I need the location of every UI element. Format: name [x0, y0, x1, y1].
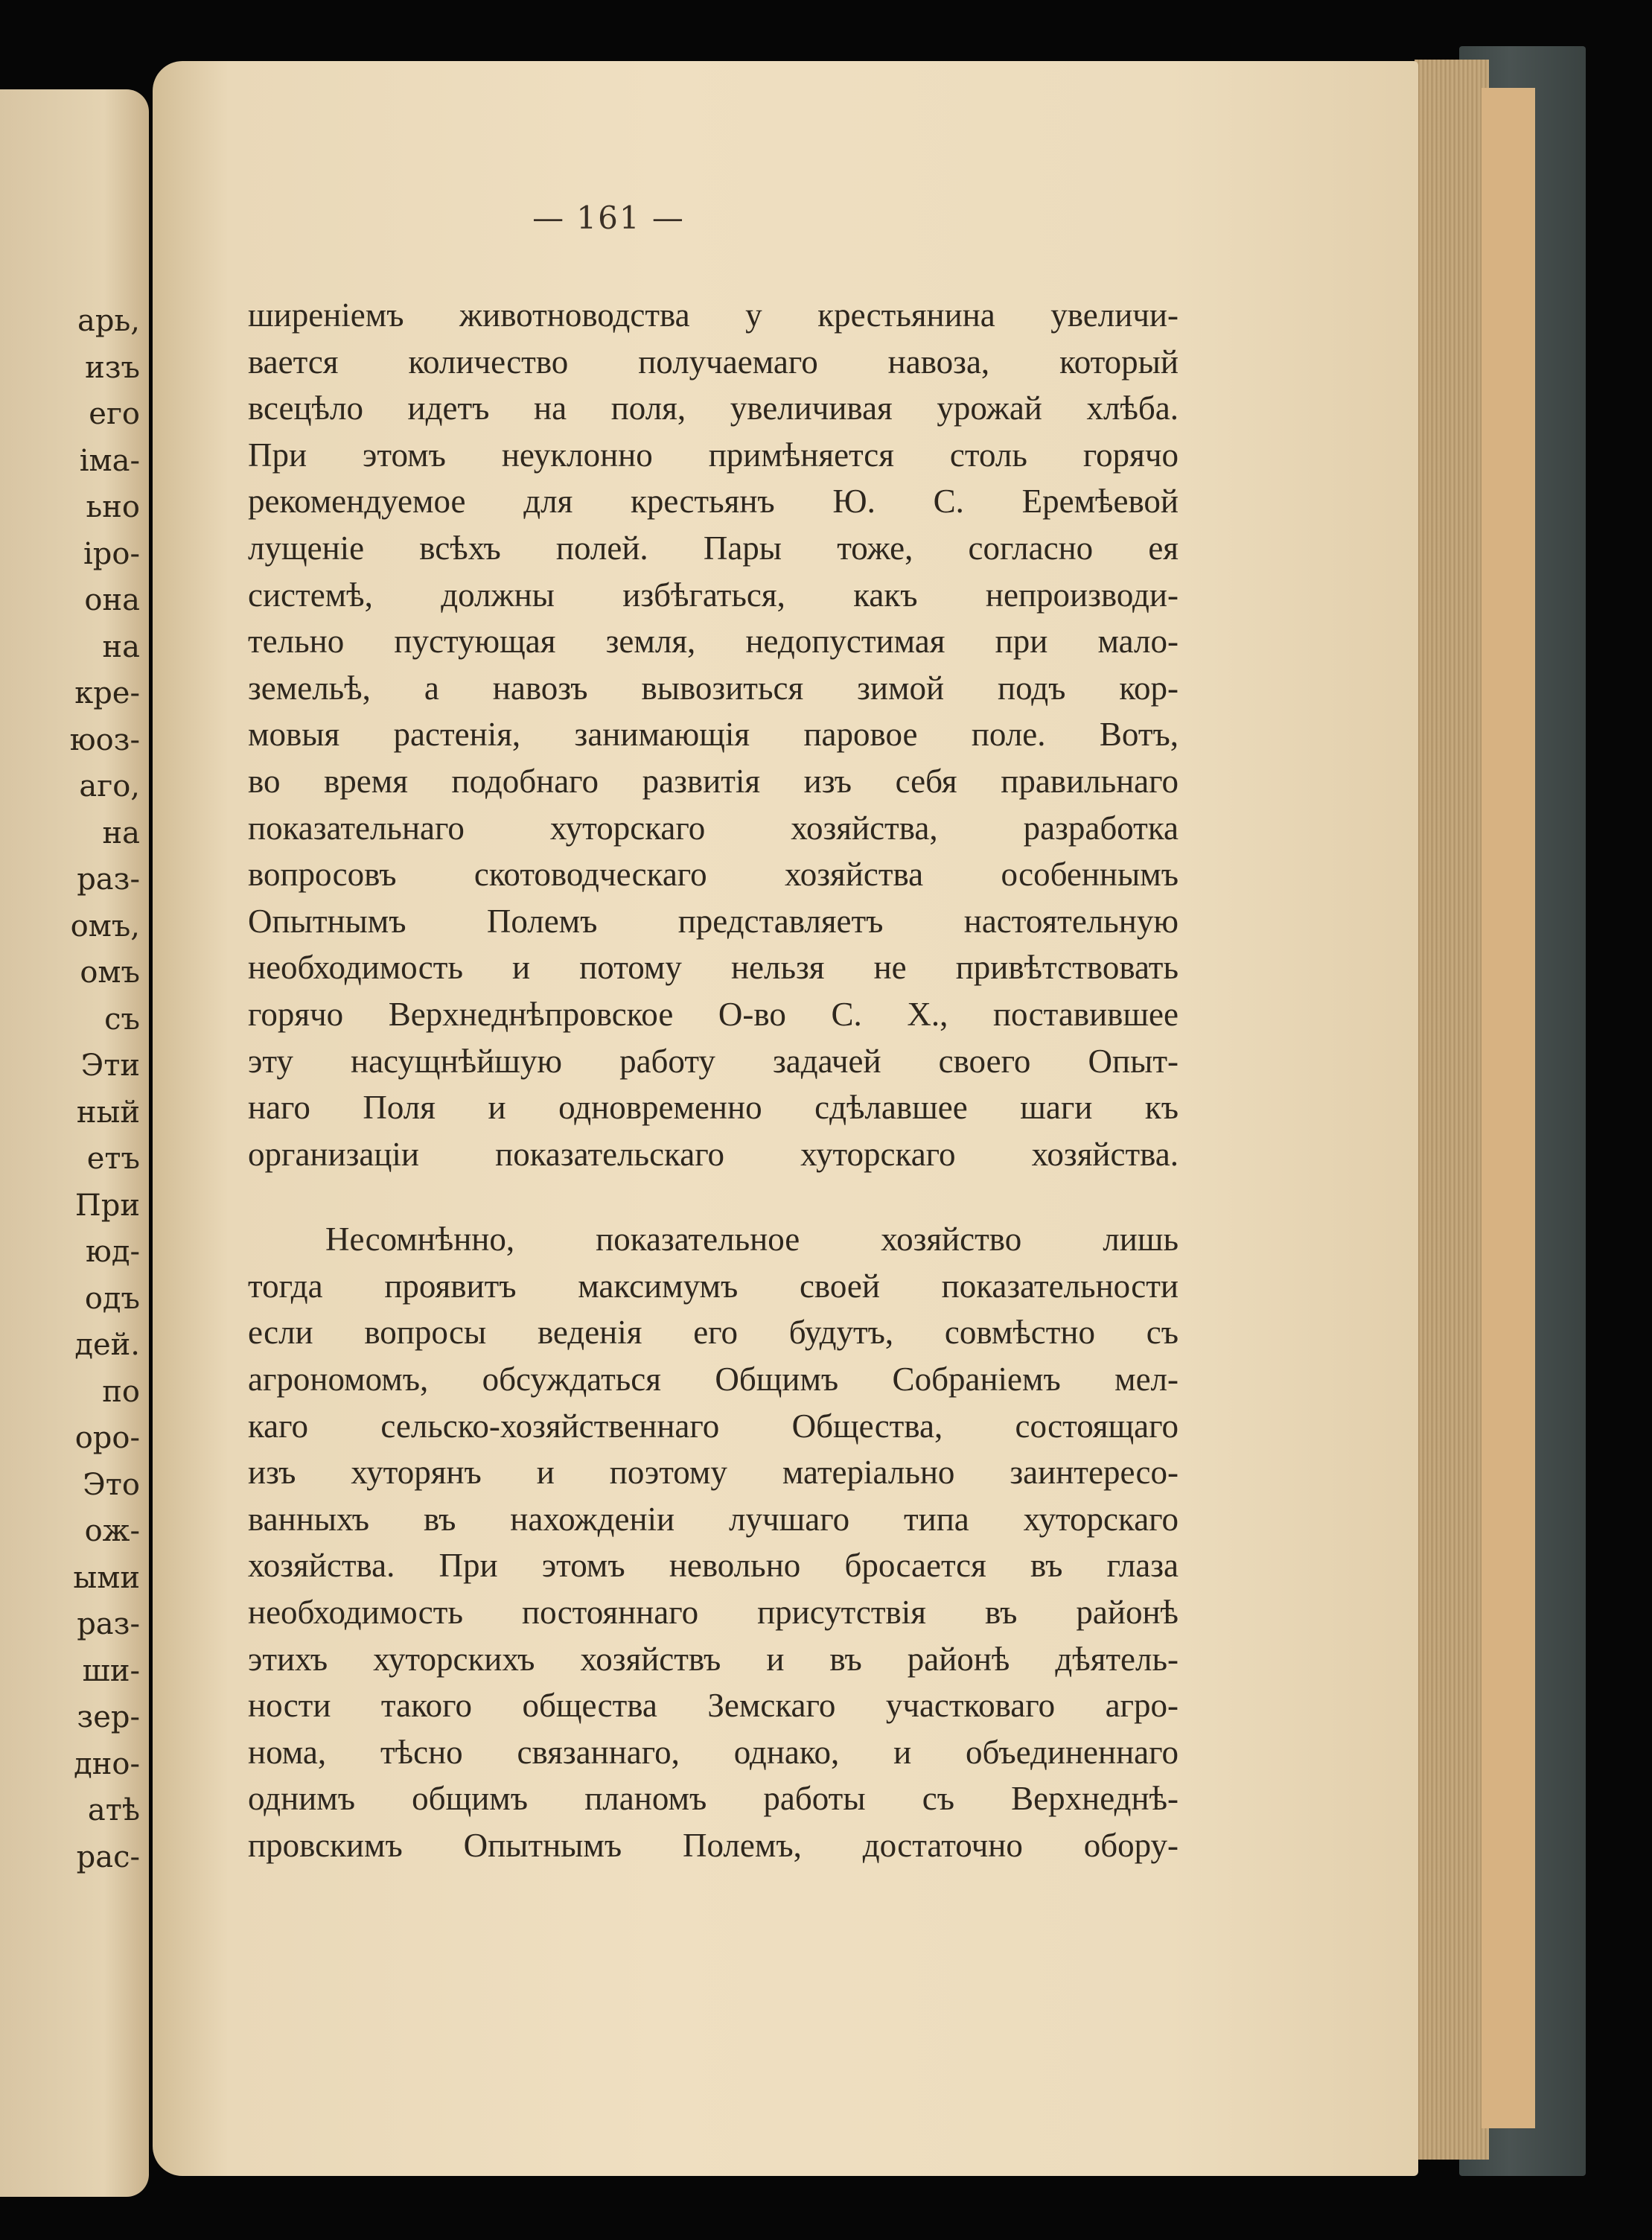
text-line: ванныхъ въ нахожденіи лучшаго типа хуторскаго	[248, 1500, 1179, 1538]
left-fragment: ож-	[84, 1514, 140, 1548]
left-fragment: по	[102, 1374, 140, 1409]
left-fragment: ыми	[73, 1560, 140, 1595]
text-line: изъ хуторянъ и поэтому матеріально заинтересо-	[248, 1454, 1179, 1492]
text-line: тогда проявитъ максимумъ своей показательности	[248, 1267, 1179, 1305]
left-fragment: изъ	[85, 350, 140, 385]
text-line: земельѣ, а навозъ вывозиться зимой подъ кор-	[248, 669, 1179, 707]
text-line: наго Поля и одновременно сдѣлавшее шаги къ	[248, 1089, 1179, 1127]
text-line: вается количество получаемаго навоза, который	[248, 343, 1179, 381]
left-fragment: Это	[83, 1467, 140, 1502]
left-fragment: зер-	[77, 1700, 140, 1734]
text-line: ности такого общества Земскаго участковаго агро-	[248, 1687, 1179, 1725]
left-fragment: кре-	[74, 676, 140, 710]
text-line: тельно пустующая земля, недопустимая при мало-	[248, 623, 1179, 661]
text-line: однимъ общимъ планомъ работы съ Верхнеднѣ-	[248, 1780, 1179, 1818]
text-line: если вопросы веденія его будутъ, совмѣстно съ	[248, 1314, 1179, 1352]
left-fragment: етъ	[86, 1142, 140, 1176]
left-fragment: оро-	[74, 1421, 140, 1455]
page-edges	[1415, 60, 1489, 2160]
left-fragment: юд-	[86, 1235, 140, 1269]
main-page	[153, 61, 1418, 2176]
text-line: горячо Верхнеднѣпровское О-во С. Х., поставившее	[248, 995, 1179, 1033]
text-line: рекомендуемое для крестьянъ Ю. С. Еремѣевой	[248, 483, 1179, 521]
left-fragment: его	[89, 397, 140, 431]
text-line: Несомнѣнно, показательное хозяйство лишь	[325, 1221, 1179, 1259]
text-line: хозяйства. При этомъ невольно бросается въ глаза	[248, 1547, 1179, 1585]
text-line: всецѣло идетъ на поля, увеличивая урожай хлѣба.	[248, 389, 1179, 427]
inner-cover-edge	[1482, 88, 1535, 2128]
text-line: мовыя растенія, занимающія паровое поле. Вотъ,	[248, 716, 1179, 754]
left-fragment: юоз-	[69, 722, 140, 757]
text-line: необходимость постояннаго присутствія въ районѣ	[248, 1594, 1179, 1632]
left-fragment: омъ,	[70, 909, 140, 944]
text-line: каго сельско-хозяйственнаго Общества, состоящаго	[248, 1407, 1179, 1445]
left-fragment: іро-	[83, 536, 140, 571]
text-line: показательнаго хуторскаго хозяйства, разработка	[248, 809, 1179, 847]
left-fragment: ный	[76, 1095, 140, 1130]
body-text	[248, 292, 1179, 1869]
text-line: нома, тѣсно связаннаго, однако, и объединеннаго	[248, 1733, 1179, 1771]
page-number: — 161 —	[532, 200, 685, 236]
text-line: системѣ, должны избѣгаться, какъ непроизводи-	[248, 576, 1179, 614]
text-line: эту насущнѣйшую работу задачей своего Опыт-	[248, 1042, 1179, 1080]
left-fragment: она	[84, 583, 140, 617]
text-line: лущеніе всѣхъ полей. Пары тоже, согласно ея	[248, 529, 1179, 567]
paragraph-2	[248, 1216, 1179, 1868]
left-page-text	[0, 298, 140, 1880]
text-line: агрономомъ, обсуждаться Общимъ Собраніемъ мел-	[248, 1361, 1179, 1399]
left-fragment: раз-	[77, 862, 140, 897]
left-facing-page	[0, 89, 149, 2197]
text-line: ширеніемъ животноводства у крестьянина увеличи-	[248, 296, 1179, 334]
left-fragment: раз-	[77, 1607, 140, 1641]
text-line: необходимость и потому нельзя не привѣтствовать	[248, 949, 1179, 987]
left-fragment: дей.	[74, 1328, 140, 1362]
text-line: вопросовъ скотоводческаго хозяйства особеннымъ	[248, 856, 1179, 894]
left-fragment: одъ	[84, 1281, 140, 1316]
left-fragment: съ	[104, 1002, 140, 1037]
left-fragment: на	[102, 629, 140, 664]
left-fragment: аго,	[79, 769, 140, 804]
left-fragment: дно-	[74, 1746, 140, 1781]
left-fragment: При	[74, 1188, 140, 1223]
left-fragment: рас-	[76, 1839, 140, 1874]
text-line: провскимъ Опытнымъ Полемъ, достаточно обору-	[248, 1827, 1179, 1864]
paragraph-1	[248, 292, 1179, 1177]
left-fragment: омъ	[80, 955, 140, 990]
left-fragment: атѣ	[87, 1793, 140, 1827]
text-line: Опытнымъ Полемъ представляетъ настоятельную	[248, 902, 1179, 940]
left-fragment: іма-	[79, 443, 140, 478]
left-fragment: ьно	[86, 490, 140, 524]
left-fragment: ши-	[82, 1653, 140, 1688]
text-line: организаціи показательскаго хуторскаго хозяйства.	[248, 1135, 1179, 1173]
text-line: При этомъ неуклонно примѣняется столь горячо	[248, 436, 1179, 474]
left-fragment: на	[102, 815, 140, 850]
text-line: этихъ хуторскихъ хозяйствъ и въ районѣ дѣятель-	[248, 1640, 1179, 1678]
left-fragment: Эти	[80, 1049, 140, 1083]
left-fragment: арь,	[77, 304, 140, 338]
text-line: во время подобнаго развитія изъ себя правильнаго	[248, 762, 1179, 800]
